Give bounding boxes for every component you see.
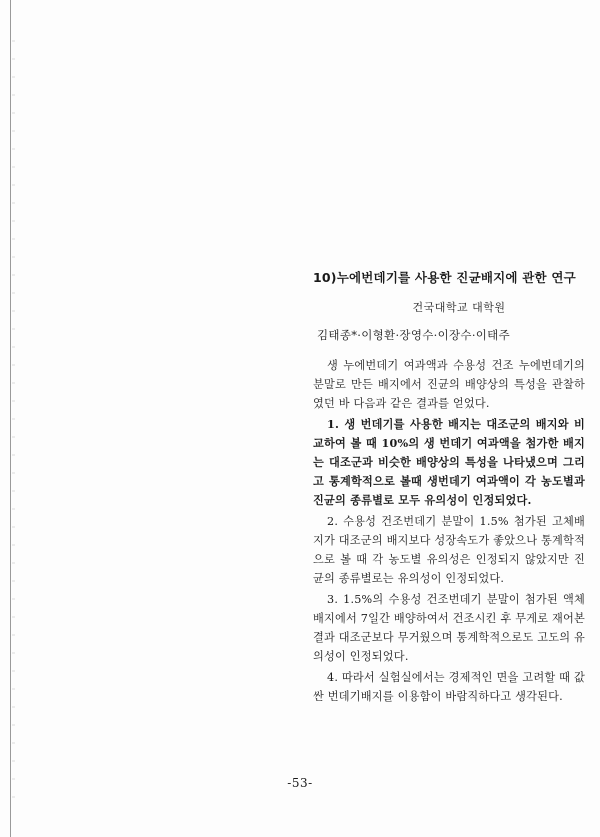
result-paragraph-2: 2. 수용성 건조번데기 분말이 1.5% 첨가된 고체배지가 대조군의 배지보다 성장속도가 좋았으나 통계학적으로 볼 때 각 농도별 유의성은 인정되지 않았지만 진균의 종류별로는 유의성이 인정되었다. bbox=[313, 515, 585, 585]
affiliation: 건국대학교 대학원 bbox=[412, 301, 506, 314]
result-paragraph-3: 3. 1.5%의 수용성 건조번데기 분말이 첨가된 액체배지에서 7일간 배양하여서 건조시킨 후 무게로 재어본 결과 대조군보다 무거웠으며 통계학적으로도 고도의 유의성이 인정되었다. bbox=[313, 593, 586, 663]
scan-artifact bbox=[12, 40, 15, 800]
page-binding-edge bbox=[10, 0, 11, 837]
article-number: 10) bbox=[313, 270, 337, 285]
article-title-text: 누에번데기를 사용한 진균배지에 관한 연구 bbox=[336, 270, 576, 285]
conclusion-paragraph: 4. 따라서 실험실에서는 경제적인 면을 고려할 때 값싼 번데기배지를 이용함이 바람직하다고 생각된다. bbox=[313, 671, 585, 703]
result-paragraph-1: 1. 생 번데기를 사용한 배지는 대조군의 배지와 비교하여 볼 때 10%의 생 번데기 여과액을 첨가한 배지는 대조군과 비슷한 배양상의 특성을 나타냈으며 그리고 통계학적으로 볼때 생번데기 여과액이 각 농도별과 진균의 종류별로 모두 유의성이 인정되었다. bbox=[313, 417, 585, 507]
article-title bbox=[313, 268, 585, 288]
page-number: -53- bbox=[287, 776, 313, 790]
author-list: 김태종*·이형환·장영수·이장수·이태주 bbox=[317, 328, 511, 342]
intro-paragraph: 생 누에번데기 여과액과 수용성 건조 누에번데기의 분말로 만든 배지에서 진균의 배양상의 특성을 관찰하였던 바 다음과 같은 결과를 얻었다. bbox=[313, 359, 585, 410]
abstract-body bbox=[313, 356, 585, 706]
abstract-article bbox=[313, 268, 585, 706]
